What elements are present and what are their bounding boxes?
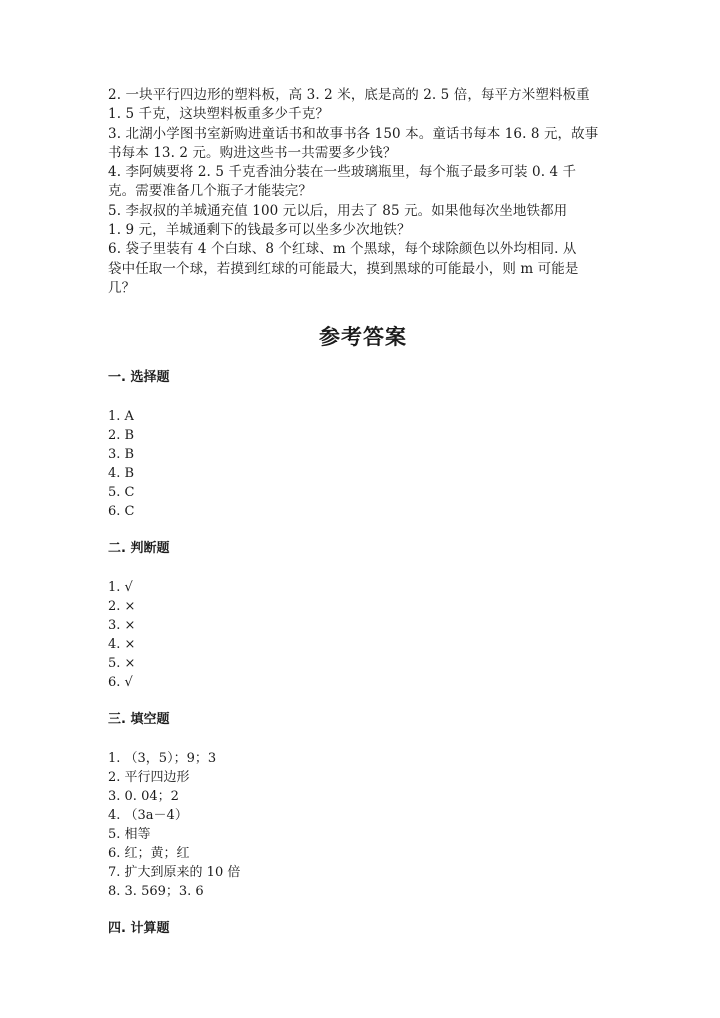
answer-key-title: 参考答案 <box>319 325 407 350</box>
answer-item: 8. 3. 569；3. 6 <box>108 884 204 900</box>
problem-6-line-2: 袋中任取一个球，若摸到红球的可能最大，摸到黑球的可能最小，则 m 可能是 <box>108 260 579 277</box>
answer-item: 4. （3a－4） <box>108 808 188 824</box>
answer-item: 6. C <box>108 504 135 520</box>
answer-item: 4. × <box>108 637 136 653</box>
true-false-answers <box>108 578 618 692</box>
fill-in-blank-answers <box>108 749 618 901</box>
answer-item: 2. × <box>108 599 136 615</box>
section-heading-calculation: 四. 计算题 <box>108 921 170 937</box>
answer-item: 5. C <box>108 485 135 501</box>
answer-item: 2. B <box>108 428 135 444</box>
problem-2-line-1: 2. 一块平行四边形的塑料板，高 3. 2 米，底是高的 2. 5 倍，每平方米塑料板重 <box>108 87 590 103</box>
section-heading-true-false: 二. 判断题 <box>108 541 170 557</box>
problem-3-line-2: 书每本 13. 2 元。购进这些书一共需要多少钱？ <box>108 144 397 161</box>
answer-item: 5. 相等 <box>108 827 151 843</box>
problem-5-line-2: 1. 9 元，羊城通剩下的钱最多可以坐多少次地铁？ <box>108 222 411 239</box>
document-page <box>108 86 618 938</box>
answer-item: 3. × <box>108 618 136 634</box>
answer-item: 3. B <box>108 447 135 463</box>
answer-item: 6. 红；黄；红 <box>108 846 190 862</box>
answer-item: 2. 平行四边形 <box>108 770 190 786</box>
problem-5-line-1: 5. 李叔叔的羊城通充值 100 元以后，用去了 85 元。如果他每次坐地铁都用 <box>108 202 568 219</box>
answer-item: 1. √ <box>108 580 133 596</box>
answer-item: 5. × <box>108 656 136 672</box>
answer-item: 1. （3，5）；9；3 <box>108 751 217 767</box>
problem-6-line-1: 6. 袋子里装有 4 个白球、8 个红球、m 个黑球，每个球除颜色以外均相同. 从 <box>108 241 577 258</box>
answer-item: 7. 扩大到原来的 10 倍 <box>108 865 241 881</box>
problem-4-line-2: 克。需要准备几个瓶子才能装完？ <box>108 183 312 200</box>
problem-6-line-3: 几？ <box>108 279 136 296</box>
section-heading-multiple-choice: 一. 选择题 <box>108 370 170 386</box>
answer-item: 6. √ <box>108 675 133 691</box>
problem-4-line-1: 4. 李阿姨要将 2. 5 千克香油分装在一些玻璃瓶里，每个瓶子最多可装 0. 4 千 <box>108 164 577 181</box>
problem-3-line-1: 3. 北湖小学图书室新购进童话书和故事书各 150 本。童话书每本 16. 8 元，故事 <box>108 125 599 142</box>
multiple-choice-answers <box>108 407 618 521</box>
section-heading-fill-in-blank: 三. 填空题 <box>108 712 170 728</box>
problem-2-line-2: 1. 5 千克，这块塑料板重多少千克？ <box>108 106 329 123</box>
answer-item: 1. A <box>108 409 134 425</box>
answer-item: 4. B <box>108 466 135 482</box>
problem-list <box>108 86 618 298</box>
answer-item: 3. 0. 04；2 <box>108 789 179 805</box>
